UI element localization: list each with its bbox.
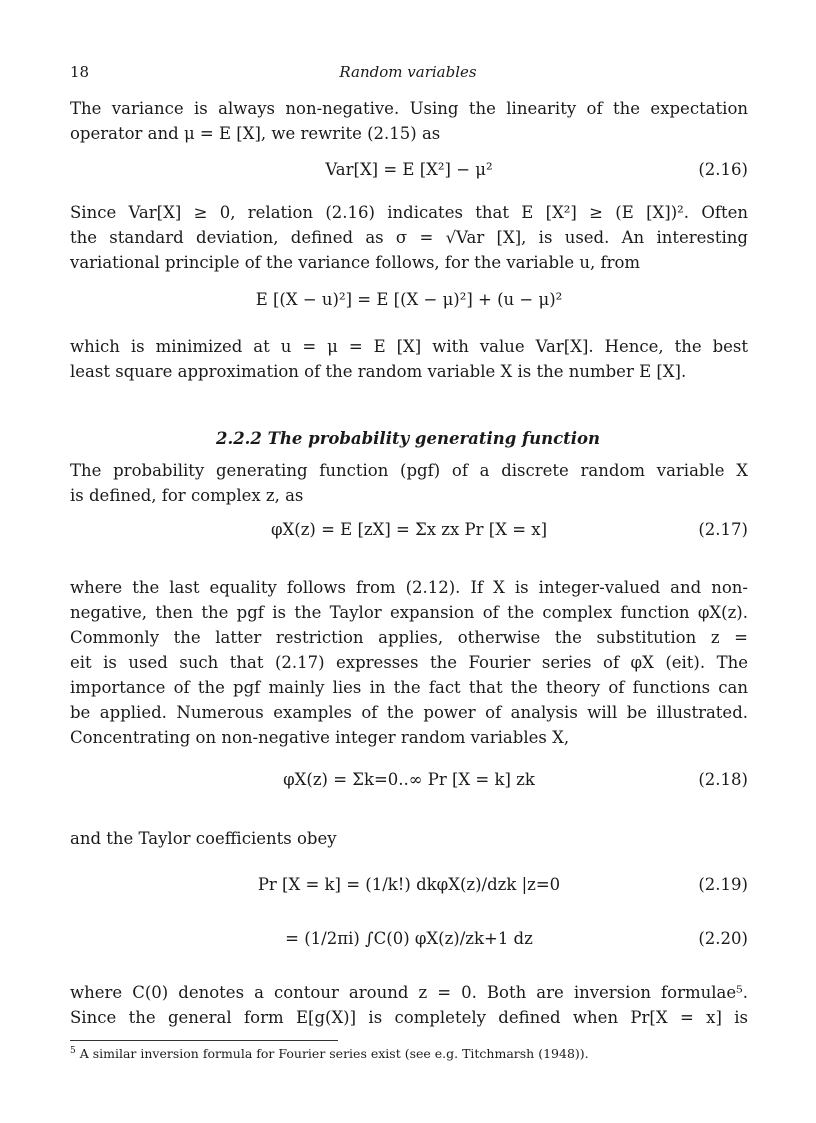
text-line: which is minimized at u = μ = E [X] with value Var[X]. Hence, the best [70,337,748,356]
text-line: negative, then the pgf is the Taylor expansion of the complex function φX(z). [70,603,748,622]
paragraph-minimized [70,334,748,384]
text-line: Concentrating on non-negative integer random variables X, [70,728,570,747]
text-line: where C(0) denotes a contour around z = 0. Both are inversion formulae⁵. [70,983,748,1002]
footnote-rule [70,1040,338,1041]
equation-number: (2.17) [698,520,748,539]
text-line: Since Var[X] ≥ 0, relation (2.16) indicates that E [X²] ≥ (E [X])². Often [70,203,748,222]
text-line: importance of the pgf mainly lies in the fact that the theory of functions can [70,678,748,697]
paragraph-coefficients [70,826,748,851]
text-line: the standard deviation, defined as σ = √Var [X], is used. An interesting [70,228,748,247]
footnote-text: A similar inversion formula for Fourier series exist (see e.g. Titchmarsh (1948)). [79,1046,589,1061]
text-line: be applied. Numerous examples of the power of analysis will be illustrated. [70,703,748,722]
text-line: The variance is always non-negative. Using the linearity of the expectation [70,99,748,118]
section-heading: 2.2.2 The probability generating function [215,429,601,448]
text-line: least square approximation of the random variable X is the number E [X]. [70,362,687,381]
equation-number: (2.20) [698,929,748,948]
equation-body: = (1/2πi) ∫C(0) φX(z)/zk+1 dz [285,929,533,948]
equation-body: φX(z) = Σk=0..∞ Pr [X = k] zk [283,770,535,789]
text-line: variational principle of the variance follows, for the variable u, from [70,253,641,272]
text-line: Since the general form E[g(X)] is completely defined when Pr[X = x] is [70,1008,748,1027]
footnote-mark: 5 [70,1045,76,1056]
footnote [70,1046,589,1061]
equation-2-18 [70,770,748,796]
equation-2-19 [70,875,748,901]
page-number: 18 [70,63,90,81]
equation-2-17 [70,520,748,546]
running-title: Random variables [339,63,477,81]
text-line: operator and μ = E [X], we rewrite (2.15) as [70,124,441,143]
text-line: is defined, for complex z, as [70,486,304,505]
paragraph-contour [70,980,748,1030]
paragraph-pgf-def [70,458,748,508]
paragraph-variance [70,96,748,146]
text-line: eit is used such that (2.17) expresses the Fourier series of φX (eit). The [70,653,748,672]
equation-body: Pr [X = k] = (1/k!) dkφX(z)/dzk |z=0 [257,875,561,894]
paragraph-taylor [70,575,748,750]
text-line: Commonly the latter restriction applies, otherwise the substitution z = [70,628,748,647]
text-line: where the last equality follows from (2.12). If X is integer-valued and non- [70,578,748,597]
equation-body: E [(X − u)²] = E [(X − μ)²] + (u − μ)² [255,290,563,309]
text-line: and the Taylor coefficients obey [70,829,337,848]
equation-number: (2.19) [698,875,748,894]
equation-2-16 [70,160,748,186]
equation-2-20 [70,929,748,955]
equation-number: (2.16) [698,160,748,179]
text-line: The probability generating function (pgf) of a discrete random variable X [70,461,748,480]
paragraph-std-dev [70,200,748,275]
equation-number: (2.18) [698,770,748,789]
equation-body: φX(z) = E [zX] = Σx zx Pr [X = x] [270,520,548,539]
equation-body: Var[X] = E [X²] − μ² [325,160,493,179]
equation-variational [70,290,748,316]
